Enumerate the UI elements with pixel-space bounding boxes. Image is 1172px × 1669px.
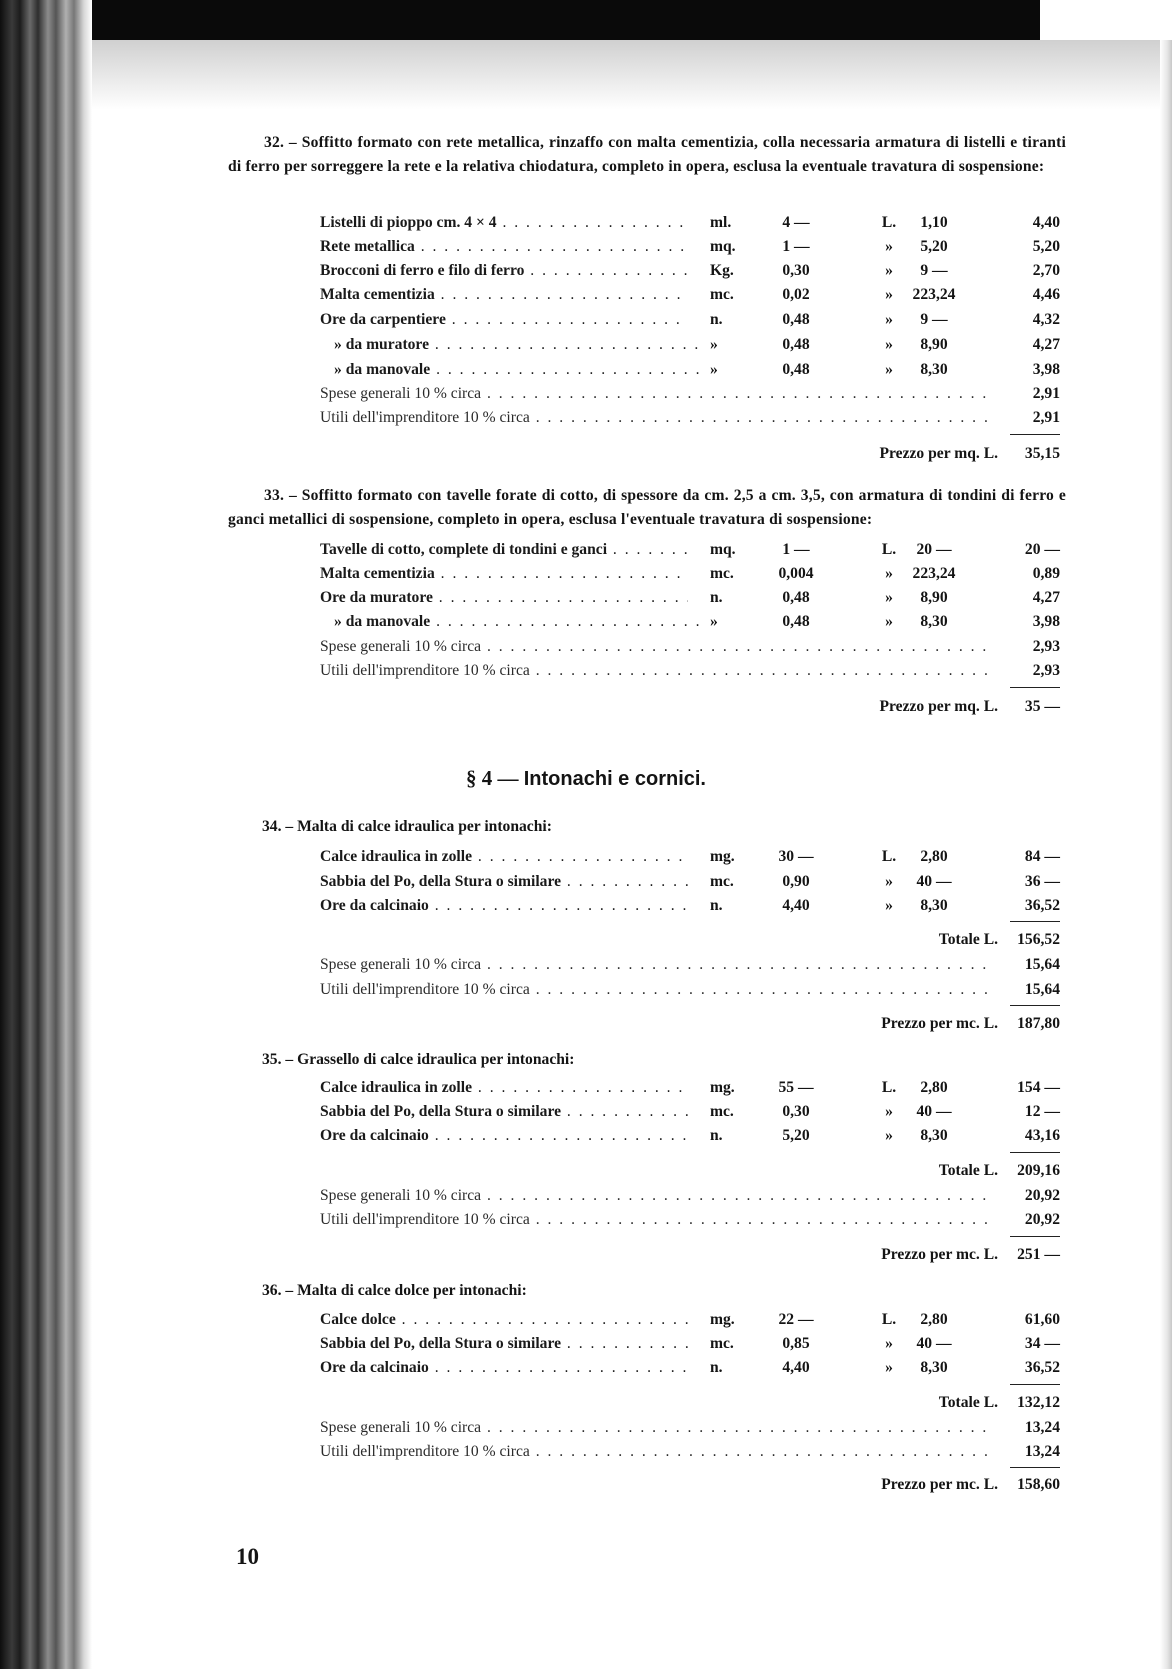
utili-amount: 15,64 <box>1024 981 1060 998</box>
row-currency: » <box>885 1359 893 1376</box>
row-desc: Rete metallica . . . <box>320 238 688 255</box>
row-price: 2,80 <box>920 848 948 865</box>
row-unit: » <box>710 361 718 378</box>
sum-rule <box>1010 1005 1060 1006</box>
row-currency: » <box>885 336 893 353</box>
entry-34-title: 34. – Malta di calce idraulica per intonachi: <box>262 818 552 835</box>
row-amount: 5,20 <box>1032 238 1060 255</box>
row-amount: 4,27 <box>1032 336 1060 353</box>
prezzo-label: Prezzo per mc. L. <box>881 1015 998 1032</box>
entry-35-title: 35. – Grassello di calce idraulica per intonachi: <box>262 1051 575 1068</box>
row-unit: » <box>710 336 718 353</box>
row-desc: Ore da calcinaio . . . <box>320 1127 688 1144</box>
prezzo-amount: 35,15 <box>1024 445 1060 462</box>
row-currency: » <box>885 1335 893 1352</box>
row-amount: 36,52 <box>1024 897 1060 914</box>
spese-desc: Spese generali 10 % circa . . . <box>320 1184 990 1208</box>
totale-label: Totale L. <box>938 931 998 948</box>
row-amount: 20 — <box>1024 541 1060 558</box>
row-amount: 4,46 <box>1032 286 1060 303</box>
row-unit: n. <box>710 1359 723 1376</box>
row-unit: mg. <box>710 848 735 865</box>
prezzo-amount: 158,60 <box>1017 1476 1060 1493</box>
totale-amount: 156,52 <box>1017 931 1060 948</box>
row-desc: » da manovale . . . <box>334 361 702 378</box>
row-amount: 4,32 <box>1032 311 1060 328</box>
page-number: 10 <box>236 1544 259 1569</box>
row-price: 8,30 <box>920 897 948 914</box>
spese-amount: 20,92 <box>1024 1187 1060 1204</box>
row-qty: 4 — <box>782 214 810 231</box>
row-qty: 4,40 <box>782 1359 810 1376</box>
row-unit: » <box>710 613 718 630</box>
row-qty: 55 — <box>778 1079 814 1096</box>
row-qty: 0,48 <box>782 336 810 353</box>
row-amount: 34 — <box>1024 1335 1060 1352</box>
row-currency: » <box>885 1127 893 1144</box>
row-price: 40 — <box>916 1335 952 1352</box>
spese-desc: Spese generali 10 % circa . . . <box>320 1416 990 1440</box>
row-qty: 0,85 <box>782 1335 810 1352</box>
row-desc: Sabbia del Po, della Stura o similare . . . <box>320 873 688 890</box>
row-qty: 0,02 <box>782 286 810 303</box>
row-qty: 0,48 <box>782 589 810 606</box>
section-heading <box>0 766 1172 791</box>
row-desc: Malta cementizia . . . <box>320 565 688 582</box>
row-unit: Kg. <box>710 262 734 279</box>
row-currency: » <box>885 589 893 606</box>
row-unit: mc. <box>710 565 734 582</box>
sum-rule <box>1010 921 1060 922</box>
row-currency: » <box>885 613 893 630</box>
row-qty: 1 — <box>782 238 810 255</box>
row-currency: » <box>885 897 893 914</box>
totale-amount: 209,16 <box>1017 1162 1060 1179</box>
row-unit: mq. <box>710 541 736 558</box>
row-desc: Calce idraulica in zolle . . . <box>320 1079 688 1096</box>
prezzo-amount: 251 — <box>1017 1246 1060 1263</box>
row-unit: mg. <box>710 1311 735 1328</box>
row-price: 20 — <box>916 541 952 558</box>
prezzo-label: Prezzo per mq. L. <box>879 445 998 462</box>
row-amount: 61,60 <box>1024 1311 1060 1328</box>
sum-rule <box>1010 687 1060 688</box>
sum-rule <box>1010 1152 1060 1153</box>
row-desc: Ore da muratore . . . <box>320 589 688 606</box>
entry-33-text: 33. – Soffitto formato con tavelle forate di cotto, di spessore da cm. 2,5 a cm. 3,5, con armatura di tondini di ferro e ganci metallici di sospensione, completo in opera, esclusa l'eventuale travatura di sospensione: <box>228 487 1066 528</box>
utili-desc: Utili dell'imprenditore 10 % circa . . . <box>320 1208 990 1232</box>
row-desc: Ore da calcinaio . . . <box>320 897 688 914</box>
utili-desc: Utili dell'imprenditore 10 % circa . . . <box>320 1440 990 1464</box>
sum-rule <box>1010 434 1060 435</box>
row-qty: 22 — <box>778 1311 814 1328</box>
row-unit: mc. <box>710 1335 734 1352</box>
row-amount: 0,89 <box>1032 565 1060 582</box>
row-unit: mg. <box>710 1079 735 1096</box>
row-qty: 1 — <box>782 541 810 558</box>
row-desc: Ore da carpentiere . . . <box>320 311 688 328</box>
row-currency: L. <box>881 1311 897 1328</box>
row-currency: » <box>885 873 893 890</box>
prezzo-amount: 187,80 <box>1017 1015 1060 1032</box>
row-qty: 0,30 <box>782 1103 810 1120</box>
prezzo-label: Prezzo per mq. L. <box>879 698 998 715</box>
prezzo-label: Prezzo per mc. L. <box>881 1476 998 1493</box>
row-amount: 3,98 <box>1032 613 1060 630</box>
row-unit: n. <box>710 1127 723 1144</box>
prezzo-amount: 35 — <box>1024 698 1060 715</box>
row-price: 9 — <box>920 311 948 328</box>
row-price: 8,90 <box>920 589 948 606</box>
row-unit: n. <box>710 897 723 914</box>
row-desc: » da manovale . . . <box>334 613 702 630</box>
row-price: 8,30 <box>920 361 948 378</box>
row-currency: » <box>885 286 893 303</box>
row-price: 2,80 <box>920 1311 948 1328</box>
row-desc: Tavelle di cotto, complete di tondini e ganci . . . <box>320 541 688 558</box>
row-unit: mc. <box>710 286 734 303</box>
row-currency: L. <box>881 541 897 558</box>
prezzo-label: Prezzo per mc. L. <box>881 1246 998 1263</box>
utili-amount: 20,92 <box>1024 1211 1060 1228</box>
utili-amount: 13,24 <box>1024 1443 1060 1460</box>
spese-amount: 15,64 <box>1024 956 1060 973</box>
utili-desc: Utili dell'imprenditore 10 % circa . . . <box>320 406 990 430</box>
row-desc: Listelli di pioppo cm. 4 × 4 . . . <box>320 214 688 231</box>
row-amount: 4,27 <box>1032 589 1060 606</box>
row-price: 223,24 <box>912 565 956 582</box>
row-price: 40 — <box>916 873 952 890</box>
row-currency: L. <box>881 848 897 865</box>
row-amount: 3,98 <box>1032 361 1060 378</box>
row-price: 8,30 <box>920 1359 948 1376</box>
row-unit: mq. <box>710 238 736 255</box>
utili-amount: 2,91 <box>1032 409 1060 426</box>
row-amount: 84 — <box>1024 848 1060 865</box>
row-unit: n. <box>710 311 723 328</box>
row-amount: 36,52 <box>1024 1359 1060 1376</box>
spese-desc: Spese generali 10 % circa . . . <box>320 635 990 659</box>
row-qty: 5,20 <box>782 1127 810 1144</box>
row-price: 1,10 <box>920 214 948 231</box>
row-currency: » <box>885 238 893 255</box>
row-amount: 154 — <box>1017 1079 1060 1096</box>
row-currency: » <box>885 1103 893 1120</box>
section-number: 4 <box>481 766 493 790</box>
row-unit: mc. <box>710 873 734 890</box>
section-symbol: § <box>465 766 477 790</box>
row-price: 40 — <box>916 1103 952 1120</box>
totale-label: Totale L. <box>938 1162 998 1179</box>
row-price: 8,90 <box>920 336 948 353</box>
row-desc: Sabbia del Po, della Stura o similare . . . <box>320 1335 688 1352</box>
row-amount: 4,40 <box>1032 214 1060 231</box>
row-currency: » <box>885 262 893 279</box>
section-title: Intonachi e cornici. <box>523 768 706 790</box>
row-amount: 36 — <box>1024 873 1060 890</box>
row-price: 8,30 <box>920 1127 948 1144</box>
row-currency: » <box>885 361 893 378</box>
row-currency: » <box>885 311 893 328</box>
row-unit: ml. <box>710 214 732 231</box>
utili-amount: 2,93 <box>1032 662 1060 679</box>
sum-rule <box>1010 1467 1060 1468</box>
row-qty: 0,004 <box>778 565 814 582</box>
spese-amount: 13,24 <box>1024 1419 1060 1436</box>
row-qty: 30 — <box>778 848 814 865</box>
spese-desc: Spese generali 10 % circa . . . <box>320 382 990 406</box>
section-dash: — <box>497 766 519 790</box>
row-qty: 4,40 <box>782 897 810 914</box>
row-desc: Calce idraulica in zolle . . . <box>320 848 688 865</box>
utili-desc: Utili dell'imprenditore 10 % circa . . . <box>320 978 990 1002</box>
row-desc: » da muratore . . . <box>334 336 702 353</box>
row-currency: » <box>885 565 893 582</box>
row-qty: 0,48 <box>782 613 810 630</box>
entry-32-text: 32. – Soffitto formato con rete metallica, rinzaffo con malta cementizia, colla necessaria armatura di listelli e tiranti di ferro per sorreggere la rete e la relativa chiodatura, completo in opera, esclusa la eventuale travatura di sospensione: <box>228 134 1066 175</box>
spese-amount: 2,93 <box>1032 638 1060 655</box>
row-qty: 0,30 <box>782 262 810 279</box>
row-unit: mc. <box>710 1103 734 1120</box>
row-amount: 12 — <box>1024 1103 1060 1120</box>
row-unit: n. <box>710 589 723 606</box>
row-amount: 43,16 <box>1024 1127 1060 1144</box>
totale-amount: 132,12 <box>1017 1394 1060 1411</box>
sum-rule <box>1010 1384 1060 1385</box>
row-currency: L. <box>881 1079 897 1096</box>
row-price: 223,24 <box>912 286 956 303</box>
row-currency: L. <box>881 214 897 231</box>
row-desc: Sabbia del Po, della Stura o similare . . . <box>320 1103 688 1120</box>
row-price: 8,30 <box>920 613 948 630</box>
row-desc: Malta cementizia . . . <box>320 286 688 303</box>
row-desc: Brocconi di ferro e filo di ferro . . . <box>320 262 688 279</box>
utili-desc: Utili dell'imprenditore 10 % circa . . . <box>320 659 990 683</box>
row-qty: 0,48 <box>782 311 810 328</box>
spese-desc: Spese generali 10 % circa . . . <box>320 953 990 977</box>
row-price: 5,20 <box>920 238 948 255</box>
row-qty: 0,48 <box>782 361 810 378</box>
spese-amount: 2,91 <box>1032 385 1060 402</box>
entry-36-title: 36. – Malta di calce dolce per intonachi: <box>262 1282 527 1299</box>
totale-label: Totale L. <box>938 1394 998 1411</box>
row-amount: 2,70 <box>1032 262 1060 279</box>
row-qty: 0,90 <box>782 873 810 890</box>
sum-rule <box>1010 1236 1060 1237</box>
row-price: 2,80 <box>920 1079 948 1096</box>
row-price: 9 — <box>920 262 948 279</box>
row-desc: Ore da calcinaio . . . <box>320 1359 688 1376</box>
row-desc: Calce dolce . . . <box>320 1311 688 1328</box>
